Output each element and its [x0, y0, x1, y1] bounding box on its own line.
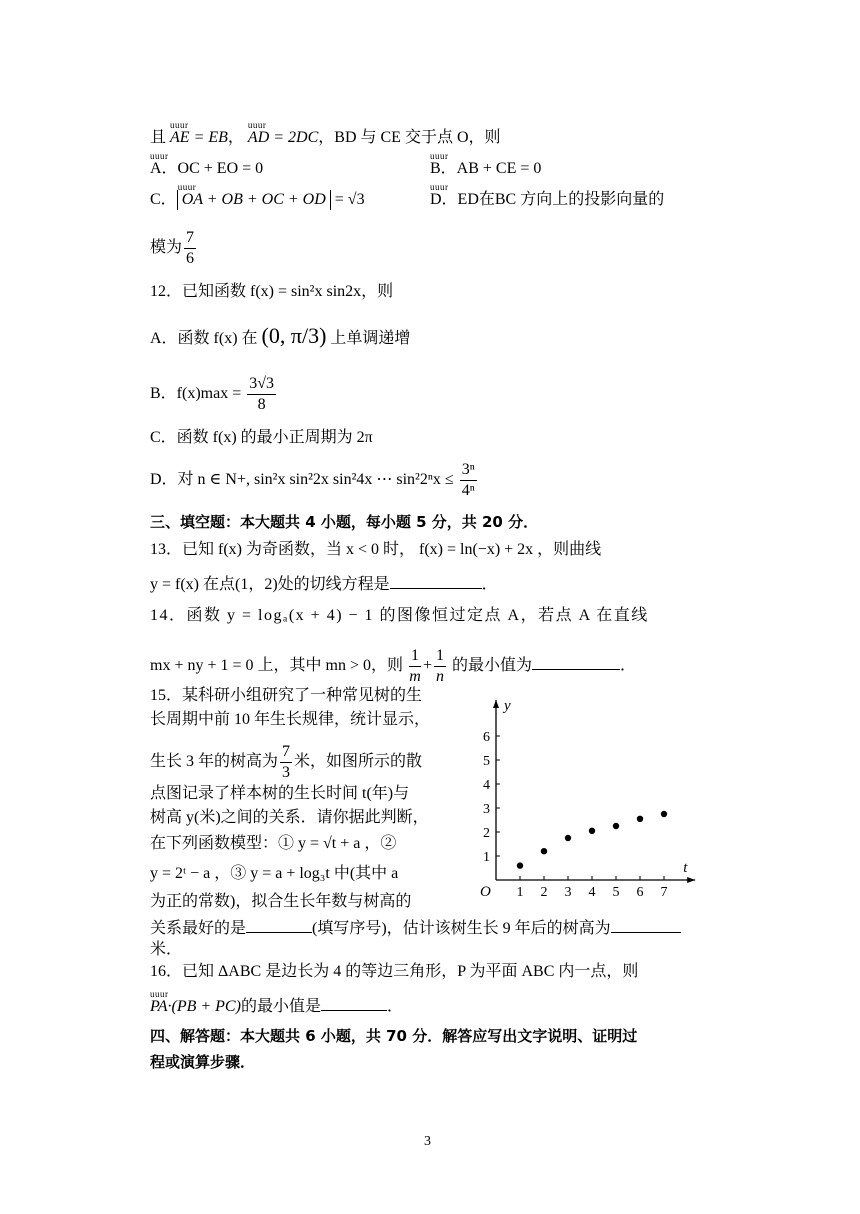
x-tick-label: 6 [636, 885, 644, 900]
y-tick-label: 3 [483, 802, 490, 817]
q16-end: ． [386, 998, 403, 1015]
q15-line5: 树高 y(米)之间的关系．请你据此判断， [150, 809, 429, 826]
x-tick-label: 1 [516, 885, 524, 900]
q15-frac-den: 3 [282, 764, 291, 781]
q14-end: ． [620, 657, 637, 675]
q15-line4: 点图记录了样本树的生长时间 t(年)与 [150, 785, 410, 802]
q11-option-d-part2: 模为 [150, 239, 183, 257]
q15-line3-pre: 生长 3 年的树高为 [150, 753, 279, 771]
q16-line2 [150, 994, 403, 1017]
q15-line9-pre: 关系最好的是 [150, 920, 247, 937]
q11-option-c-expr: uuur OA + OB + OC + OD [177, 190, 331, 210]
q11-stem-eq2: uuur AD = 2DC [248, 128, 318, 148]
q15-line6: 在下列函数模型：① y = √t + a ，② [150, 835, 397, 852]
q14-line2-post: 的最小值为 [452, 657, 533, 675]
q12-d-den: 4ⁿ [461, 482, 475, 499]
q11-option-b-text: uuur B．AB + CE = 0 [430, 159, 541, 179]
q12-stem: 12．已知函数 f(x) = sin²x sin2x，则 [150, 283, 394, 300]
q14-frac2 [434, 646, 446, 687]
q11-stem-suffix: ，BD 与 CE 交于点 O，则 [318, 129, 501, 146]
q11-option-d-cont [150, 228, 198, 269]
scatter-chart [472, 694, 712, 910]
q12-option-b [150, 374, 278, 415]
q12-option-a-pre: A．函数 f(x) 在 [150, 330, 258, 347]
q14-answer-blank [532, 653, 620, 670]
x-axis-arrow [687, 877, 695, 883]
chart-ticks [483, 730, 668, 900]
q11-option-a [150, 159, 263, 179]
q15-line9 [150, 916, 681, 939]
data-point [661, 811, 667, 817]
x-tick-label: 3 [564, 885, 572, 900]
q15-line3-post: 米，如图所示的散 [294, 753, 423, 771]
chart-axes [480, 698, 695, 900]
q15-line3 [150, 742, 422, 783]
q15-line1: 15．某科研小组研究了一种常见树的生 [150, 687, 423, 704]
q13-answer-blank [390, 572, 482, 589]
y-tick-label: 1 [483, 850, 490, 865]
q11-option-c [150, 190, 365, 210]
q11-option-d-text: uuur D．ED在BC 方向上的投影向量的 [430, 190, 664, 210]
data-point [589, 828, 595, 834]
y-tick-label: 6 [483, 730, 490, 745]
q11-option-c-label: C． [150, 191, 177, 208]
q11-option-c-rhs: = √3 [334, 191, 365, 208]
q12-option-d-fraction [460, 460, 477, 501]
q15-line8: 为正的常数)，拟合生长年数与树高的 [150, 893, 412, 910]
section-3-heading: 三、填空题：本大题共 4 小题，每小题 5 分，共 20 分． [150, 513, 539, 531]
q12-b-num: 3√3 [247, 374, 276, 395]
q16-line2-post: 的最小值是 [240, 998, 321, 1015]
q15-line2: 长周期中前 10 年生长规律，统计显示， [150, 711, 431, 728]
q15-frac-num: 7 [280, 742, 292, 763]
x-tick-label: 5 [612, 885, 620, 900]
q12-option-b-lhs: B．f(x)max = [150, 385, 242, 403]
x-tick-label: 4 [588, 885, 596, 900]
data-point [517, 862, 523, 868]
q12-option-d-pre: D．对 n ∈ N+, sin²x sin²2x sin²4x ⋯ sin²2ⁿx ≤ [150, 471, 454, 489]
q11-stem-prefix: 且 [150, 129, 167, 146]
q12-d-num: 3ⁿ [460, 460, 477, 481]
q11-option-d-fraction [184, 228, 196, 269]
q14-line2 [150, 646, 636, 687]
q13-line2-post: ． [481, 576, 498, 593]
q15-line9-mid: (填写序号)，估计该树生长 9 年后的树高为 [312, 920, 611, 937]
section-4-heading-line2: 程或演算步骤． [150, 1053, 256, 1071]
y-tick-label: 4 [483, 778, 490, 793]
q14-line1: 14．函数 y = logₐ(x + 4) − 1 的图像恒过定点 A，若点 A 在直线 [150, 607, 649, 624]
origin-label: O [480, 884, 491, 900]
q13-line1: 13．已知 f(x) 为奇函数，当 x < 0 时， f(x) = ln(−x) + 2x ，则曲线 [150, 541, 602, 558]
x-axis-label: t [683, 860, 688, 876]
q11-option-d [430, 190, 664, 210]
q16-answer-blank [321, 994, 387, 1011]
q15-blank1 [246, 916, 312, 933]
q11-option-a-text: uuur A．OC + EO = 0 [150, 159, 263, 179]
y-tick-label: 5 [483, 754, 490, 769]
q12-option-c: C．函数 f(x) 的最小正周期为 2π [150, 429, 373, 446]
y-tick-label: 2 [483, 826, 490, 841]
q12-option-b-fraction [247, 374, 276, 415]
q13-line2-pre: y = f(x) 在点(1，2)处的切线方程是 [150, 576, 390, 593]
page-number: 3 [424, 1134, 431, 1149]
q11-frac-den: 6 [186, 250, 195, 267]
q12-option-a-post: 上单调递增 [330, 330, 411, 347]
section-4-heading-line1: 四、解答题：本大题共 6 小题，共 70 分．解答应写出文字说明、证明过 [150, 1027, 638, 1045]
q14-frac1-num: 1 [409, 646, 421, 667]
q14-plus: + [423, 657, 433, 675]
q11-stem-eq1: uuur AE = EB [170, 128, 228, 148]
q14-frac1-den: m [409, 668, 421, 685]
q16-line1: 16．已知 ΔABC 是边长为 4 的等边三角形，P 为平面 ABC 内一点，则 [150, 963, 639, 980]
q14-frac2-num: 1 [434, 646, 446, 667]
q13-line2 [150, 572, 498, 595]
y-axis-arrow [493, 700, 499, 708]
x-tick-label: 2 [540, 885, 548, 900]
q12-option-a [150, 323, 411, 349]
q14-line2-pre: mx + ny + 1 = 0 上，其中 mn > 0，则 [150, 657, 403, 675]
q15-frac [280, 742, 292, 783]
q14-frac2-den: n [436, 668, 445, 685]
q12-b-den: 8 [257, 396, 266, 413]
q14-frac1 [409, 646, 421, 687]
q15-line7: y = 2ᵗ − a ，③ y = a + log₃t 中(其中 a [150, 865, 399, 882]
data-point [637, 816, 643, 822]
q16-expr: uuur PA·(PB + PC) [150, 997, 241, 1017]
y-axis-label: y [504, 698, 511, 714]
data-point [565, 835, 571, 841]
q11-stem [150, 128, 501, 148]
x-tick-label: 7 [660, 885, 668, 900]
data-point [613, 823, 619, 829]
chart-points [517, 811, 667, 869]
q15-blank2 [611, 916, 681, 933]
q11-frac-num: 7 [184, 228, 196, 249]
q12-option-d [150, 460, 479, 501]
data-point [541, 848, 547, 854]
q11-option-b [430, 159, 541, 179]
q15-line10: 米． [150, 941, 183, 958]
q12-option-a-interval: (0, π/3) [261, 323, 327, 348]
q11-stem-sep: ， [227, 129, 244, 146]
